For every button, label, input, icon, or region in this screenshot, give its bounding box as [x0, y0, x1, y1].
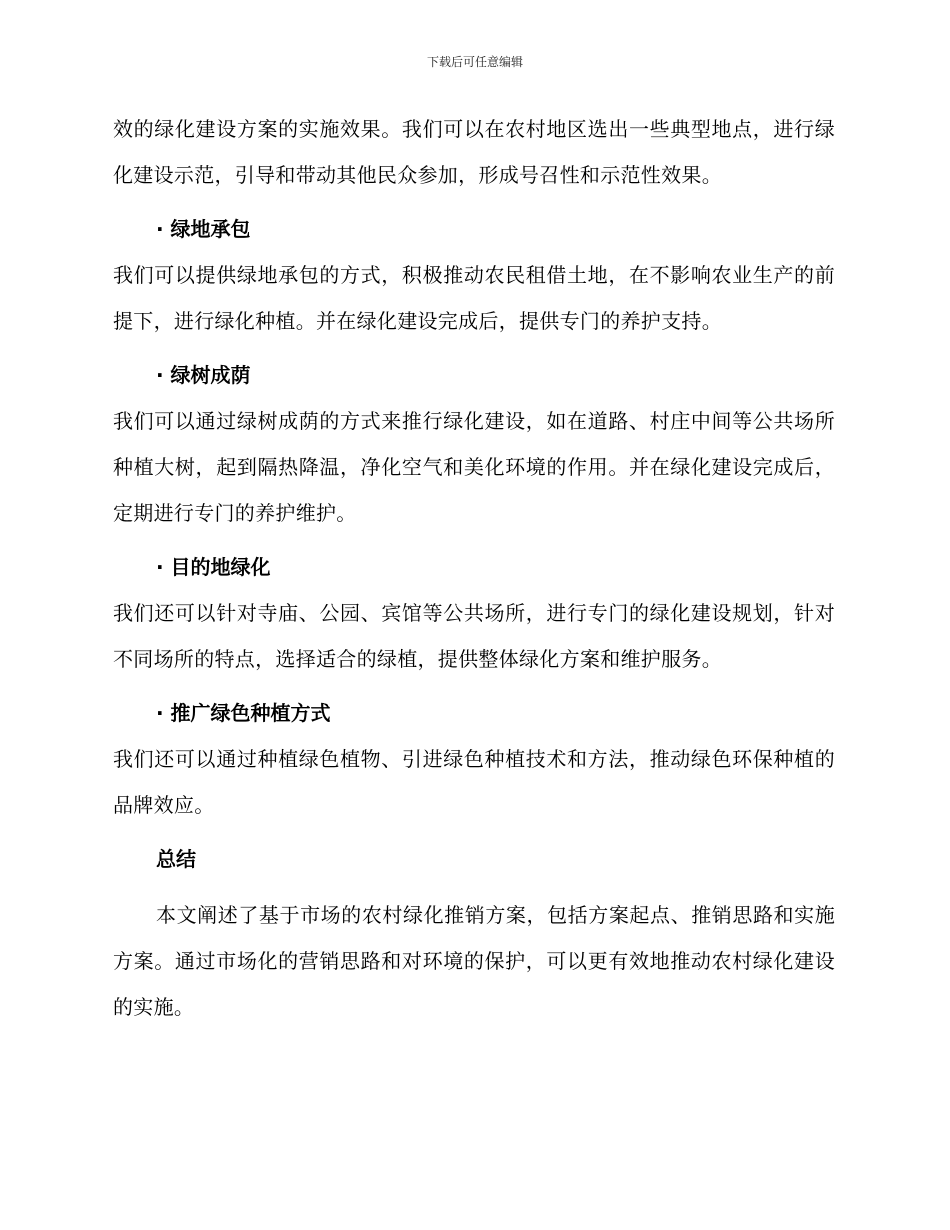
section-tree-shade: [113, 352, 835, 536]
section-body: 我们还可以通过种植绿色植物、引进绿色种植技术和方法，推动绿色环保种植的品牌效应。: [113, 747, 835, 817]
summary-body: 本文阐述了基于市场的农村绿化推销方案，包括方案起点、推销思路和实施方案。通过市场化的营销思路和对环境的保护，可以更有效地推动农村绿化建设的实施。: [113, 903, 835, 1019]
summary-heading: 总结: [156, 847, 196, 871]
section-green-contract: [113, 206, 835, 344]
section-heading: · 推广绿色种植方式: [156, 701, 331, 725]
intro-paragraph: 效的绿化建设方案的实施效果。我们可以在农村地区选出一些典型地点，进行绿化建设示范，引导和带动其他民众参加，形成号召性和示范性效果。: [113, 117, 835, 187]
page-header: 下载后可任意编辑: [426, 55, 523, 69]
section-green-planting: [113, 690, 835, 828]
section-destination-greening: [113, 544, 835, 682]
section-heading: · 绿地承包: [156, 217, 251, 241]
document-body: [113, 106, 835, 1030]
section-heading: · 目的地绿化: [156, 555, 271, 579]
section-body: 我们还可以针对寺庙、公园、宾馆等公共场所，进行专门的绿化建设规划，针对不同场所的特点，选择适合的绿植，提供整体绿化方案和维护服务。: [113, 601, 835, 671]
section-heading: · 绿树成荫: [156, 363, 251, 387]
section-body: 我们可以通过绿树成荫的方式来推行绿化建设，如在道路、村庄中间等公共场所种植大树，起到隔热降温，净化空气和美化环境的作用。并在绿化建设完成后，定期进行专门的养护维护。: [113, 409, 835, 525]
section-summary: [113, 836, 835, 1030]
section-body: 我们可以提供绿地承包的方式，积极推动农民租借土地，在不影响农业生产的前提下，进行绿化种植。并在绿化建设完成后，提供专门的养护支持。: [113, 263, 835, 333]
